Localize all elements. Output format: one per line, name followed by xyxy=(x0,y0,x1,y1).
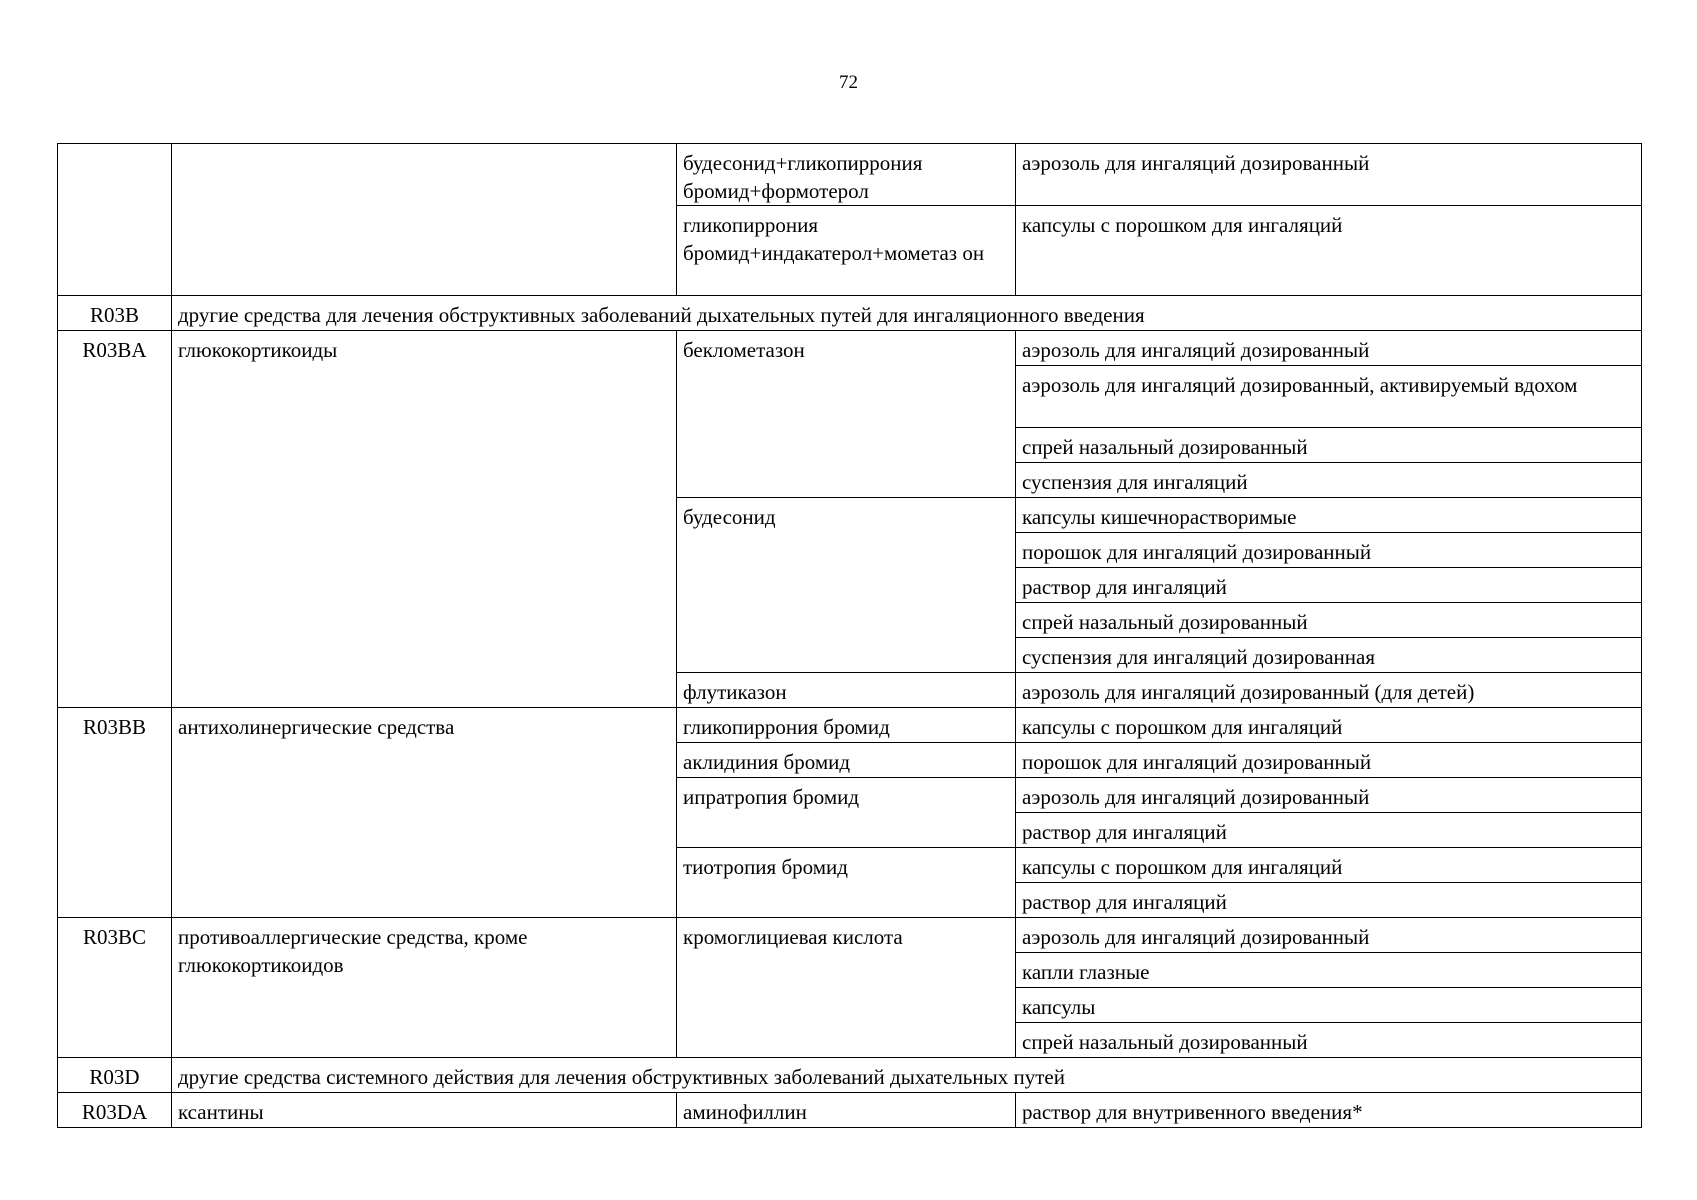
dosage-form-cell: аэрозоль для ингаляций дозированный (для детей) xyxy=(1016,673,1642,708)
dosage-form-cell: спрей назальный дозированный xyxy=(1016,1023,1642,1058)
dosage-form-cell: суспензия для ингаляций дозированная xyxy=(1016,638,1642,673)
atc-code-cell: R03D xyxy=(58,1058,172,1093)
drug-name-cell: беклометазон xyxy=(677,331,1016,498)
drug-name-cell: гликопиррония бромид+индакатерол+мометаз он xyxy=(677,206,1016,296)
dosage-form-cell: капсулы кишечнорастворимые xyxy=(1016,498,1642,533)
dosage-form-cell: капсулы с порошком для ингаляций xyxy=(1016,848,1642,883)
drug-name-cell: будесонид xyxy=(677,498,1016,673)
dosage-form-cell: раствор для внутривенного введения* xyxy=(1016,1093,1642,1128)
dosage-form-cell: капсулы xyxy=(1016,988,1642,1023)
dosage-form-cell: аэрозоль для ингаляций дозированный xyxy=(1016,144,1642,206)
dosage-form-cell: аэрозоль для ингаляций дозированный xyxy=(1016,918,1642,953)
drug-name-cell: кромоглициевая кислота xyxy=(677,918,1016,1058)
group-name-cell: другие средства для лечения обструктивных заболеваний дыхательных путей для ингаляционного введения xyxy=(172,296,1642,331)
dosage-form-cell: капсулы с порошком для ингаляций xyxy=(1016,708,1642,743)
dosage-form-cell: суспензия для ингаляций xyxy=(1016,463,1642,498)
group-name-cell: ксантины xyxy=(172,1093,677,1128)
group-name-cell: глюкокортикоиды xyxy=(172,331,677,708)
atc-code-cell xyxy=(58,144,172,296)
dosage-form-cell: порошок для ингаляций дозированный xyxy=(1016,533,1642,568)
dosage-form-cell: раствор для ингаляций xyxy=(1016,883,1642,918)
dosage-form-cell: спрей назальный дозированный xyxy=(1016,603,1642,638)
drug-name-cell: аклидиния бромид xyxy=(677,743,1016,778)
dosage-form-cell: капли глазные xyxy=(1016,953,1642,988)
dosage-form-cell: раствор для ингаляций xyxy=(1016,568,1642,603)
drug-name-cell: тиотропия бромид xyxy=(677,848,1016,918)
drug-name-cell: аминофиллин xyxy=(677,1093,1016,1128)
drug-name-cell: ипратропия бромид xyxy=(677,778,1016,848)
atc-code-cell: R03BB xyxy=(58,708,172,918)
dosage-form-cell: аэрозоль для ингаляций дозированный xyxy=(1016,331,1642,366)
group-name-cell: другие средства системного действия для лечения обструктивных заболеваний дыхательных путей xyxy=(172,1058,1642,1093)
group-name-cell: антихолинергические средства xyxy=(172,708,677,918)
atc-code-cell: R03DA xyxy=(58,1093,172,1128)
drug-name-cell: флутиказон xyxy=(677,673,1016,708)
dosage-form-cell: аэрозоль для ингаляций дозированный, активируемый вдохом xyxy=(1016,366,1642,428)
atc-code-cell: R03BA xyxy=(58,331,172,708)
group-name-cell: противоаллергические средства, кроме глюкокортикоидов xyxy=(172,918,677,1058)
drug-name-cell: гликопиррония бромид xyxy=(677,708,1016,743)
dosage-form-cell: раствор для ингаляций xyxy=(1016,813,1642,848)
group-name-cell xyxy=(172,144,677,296)
atc-code-cell: R03BC xyxy=(58,918,172,1058)
page-number: 72 xyxy=(839,72,858,93)
dosage-form-cell: капсулы с порошком для ингаляций xyxy=(1016,206,1642,296)
dosage-form-cell: порошок для ингаляций дозированный xyxy=(1016,743,1642,778)
dosage-form-cell: аэрозоль для ингаляций дозированный xyxy=(1016,778,1642,813)
dosage-form-cell: спрей назальный дозированный xyxy=(1016,428,1642,463)
drug-list-table xyxy=(57,143,1642,1128)
atc-code-cell: R03B xyxy=(58,296,172,331)
drug-name-cell: будесонид+гликопиррония бромид+формотерол xyxy=(677,144,1016,206)
